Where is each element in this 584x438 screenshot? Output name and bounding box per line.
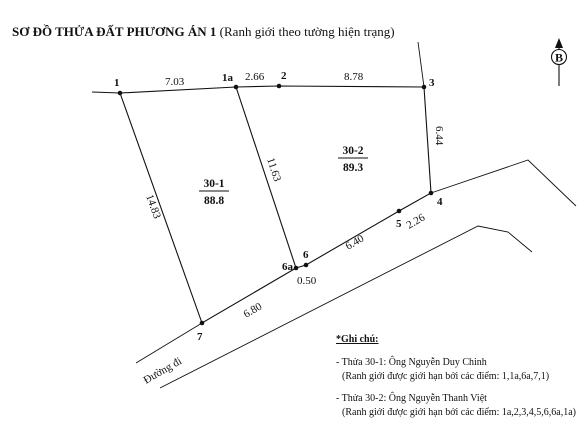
parcel-30-2-number: 30-2 [342,145,364,157]
point-4-marker [429,191,434,196]
point-6-marker [304,263,309,268]
edge-label-6a-7: 6.80 [241,300,265,321]
edge-label-4-5: 2.26 [404,211,428,232]
point-label-6: 6 [303,249,309,261]
top-boundary-extension [92,92,120,93]
edge-labels [143,71,445,321]
edge-label-6-6a: 0.50 [297,275,317,287]
point-label-1a: 1a [222,72,233,84]
parcel-30-2-area: 89.3 [342,162,364,174]
north-arrow-head [555,38,563,48]
edge-label-1a-6a: 11.63 [264,156,284,184]
edge-label-2-3: 8.78 [344,71,364,83]
edge-label-5-6: 6.40 [343,232,367,253]
point-5-marker [397,209,402,214]
point-label-2: 2 [281,70,287,82]
road-upper-left [136,323,202,363]
notes-block [336,333,576,420]
edge-label-7-1: 14.83 [143,192,163,221]
point-3-marker [422,85,427,90]
point-6a-marker [294,266,299,271]
notes-header: *Ghi chú: [336,334,379,345]
edge-label-3-4: 6.44 [433,126,445,146]
point-label-4: 4 [437,196,443,208]
point-label-5: 5 [396,218,402,230]
note-30-1-owner: - Thửa 30-1: Ông Nguyễn Duy Chinh [336,357,487,368]
edge-label-1-1a: 7.03 [165,76,185,88]
point-label-6a: 6a [282,261,293,273]
point-labels [114,70,443,343]
title-sub: (Ranh giới theo tường hiện trạng) [219,24,395,39]
note-30-1-boundary: (Ranh giới được giới hạn bởi các điểm: 1,1a,6a,7,1) [342,371,550,382]
parcel-30-1-number: 30-1 [203,178,225,190]
north-marker [552,38,567,86]
inner-boundary-1a-6a [236,87,296,268]
point-1a-marker [234,85,239,90]
title-main: SƠ ĐỒ THỬA ĐẤT PHƯƠNG ÁN 1 [12,24,217,39]
note-30-2-owner: - Thửa 30-2: Ông Nguyễn Thanh Việt [336,393,487,404]
point-7-marker [200,321,205,326]
parcel-labels [199,145,368,207]
point-label-3: 3 [429,77,435,89]
point-1-marker [118,91,123,96]
point-label-1: 1 [114,77,120,89]
plot-boundaries [120,86,431,323]
point-label-7: 7 [197,331,203,343]
note-30-2-boundary: (Ranh giới được giới hạn bởi các điểm: 1a,2,3,4,5,6,6a,1a) [342,407,577,418]
boundary-extension-3 [418,42,424,87]
parcel-30-1-area: 88.8 [203,195,225,207]
point-2-marker [277,84,282,89]
edge-label-1a-2: 2.66 [245,71,265,83]
north-marker-label: B [554,50,564,65]
road-upper-right [431,160,576,206]
road-label: Đường đi [141,355,184,387]
